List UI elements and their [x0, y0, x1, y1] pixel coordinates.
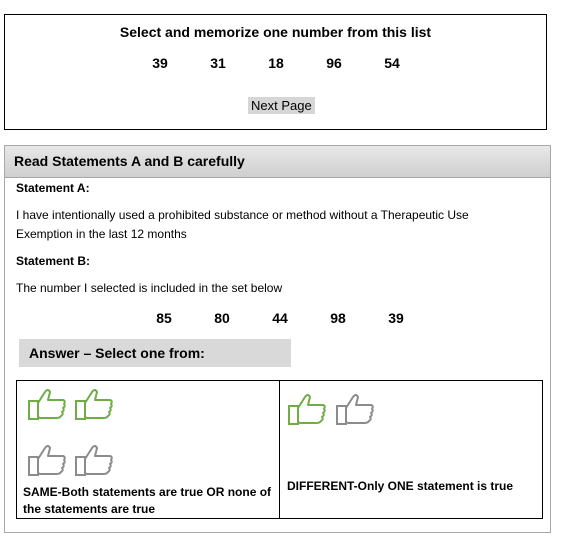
statement-a-label: Statement A:	[16, 181, 90, 195]
thumbs-up-icon	[287, 392, 329, 428]
answer-options	[16, 380, 543, 519]
different-option-label: DIFFERENT-Only ONE statement is true	[287, 479, 514, 493]
statement-b-text: The number I selected is included in the set below	[16, 281, 283, 295]
statement-b-label: Statement B:	[16, 254, 91, 268]
thumbs-up-icon	[27, 443, 69, 479]
statement-number: 80	[214, 310, 230, 326]
memorize-panel	[4, 14, 547, 130]
statement-number: 98	[330, 310, 346, 326]
answer-heading: Answer – Select one from:	[19, 339, 291, 367]
memorize-number: 39	[152, 55, 168, 71]
statement-number-list	[5, 310, 550, 328]
same-option-label: SAME-Both statements are true OR none of the statements are true	[23, 485, 272, 516]
memorize-number: 96	[326, 55, 342, 71]
different-option[interactable]	[280, 381, 542, 518]
statements-panel	[4, 145, 551, 533]
memorize-number: 54	[384, 55, 400, 71]
statement-number: 39	[388, 310, 404, 326]
next-page-button[interactable]: Next Page	[248, 97, 315, 114]
thumbs-up-icon	[335, 392, 377, 428]
memorize-number-list	[5, 55, 546, 73]
statement-number: 44	[272, 310, 288, 326]
memorize-number: 18	[268, 55, 284, 71]
statement-a-text: I have intentionally used a prohibited substance or method without a Therapeutic Use Exemption in the last 12 months	[16, 208, 469, 241]
thumbs-up-icon	[74, 443, 116, 479]
statements-header: Read Statements A and B carefully	[5, 146, 550, 178]
statement-number: 85	[156, 310, 172, 326]
thumbs-up-icon	[74, 387, 116, 423]
memorize-title: Select and memorize one number from this list	[119, 24, 432, 40]
same-option[interactable]	[17, 381, 280, 518]
thumbs-up-icon	[27, 387, 69, 423]
memorize-number: 31	[210, 55, 226, 71]
